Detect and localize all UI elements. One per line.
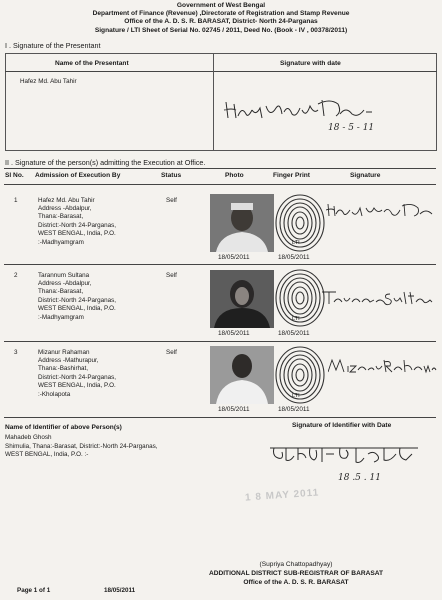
header-line-office: Office of the A. D. S. R. BARASAT, District- North 24-Parganas <box>124 18 318 25</box>
section2-top-rule <box>4 168 436 169</box>
footer-date: 18/05/2011 <box>104 587 136 594</box>
section2-title: II . Signature of the person(s) admitting the Execution at Office. <box>5 158 206 167</box>
row1-signature <box>326 200 438 222</box>
presentant-signature-header: Signature with date <box>280 60 341 67</box>
row1-divider <box>4 264 436 265</box>
presentant-name: Hafez Md. Abu Tahir <box>20 78 77 85</box>
presentant-name-header: Name of the Presentant <box>55 60 129 67</box>
presentant-signature-date: 18 - 5 - 11 <box>328 123 375 132</box>
col-header-finger-print: Finger Print <box>273 172 310 179</box>
row3-sl: 3 <box>14 349 18 356</box>
row1-sl: 1 <box>14 197 18 204</box>
row1-fingerprint <box>274 193 326 253</box>
row2-sl: 2 <box>14 272 18 279</box>
row2-photo-date: 18/05/2011 <box>218 330 250 337</box>
col-header-admission: Admission of Execution By <box>35 172 121 179</box>
row3-divider <box>4 417 436 418</box>
col-header-status: Status <box>161 172 182 179</box>
identifier-signature <box>268 434 428 486</box>
header-line-government: Government of West Bengal <box>176 2 266 9</box>
row2-fingerprint <box>274 268 326 328</box>
section2-header-rule <box>4 184 436 185</box>
col-header-signature: Signature <box>350 172 381 179</box>
row3-photo-date: 18/05/2011 <box>218 406 250 413</box>
header-line-department: Department of Finance (Revenue) ,Directorate of Registration and Stamp Revenue <box>92 10 350 17</box>
row3-status: Self <box>166 349 177 356</box>
identifier-signature-label: Signature of Identifier with Date <box>292 422 392 429</box>
row2-lti: LTI <box>292 316 300 322</box>
row2-fp-date: 18/05/2011 <box>278 330 310 337</box>
row3-lti: LTI <box>292 393 300 399</box>
identifier-address: Shimulia, Thana:-Barasat, District:-North 24-Parganas, WEST BENGAL, India, P.O. :- <box>5 443 158 459</box>
row2-divider <box>4 341 436 342</box>
col-header-photo: Photo <box>225 172 244 179</box>
section1-title: I . Signature of the Presentant <box>5 41 101 50</box>
identifier-signature-date: 18 .5 . 11 <box>338 473 381 483</box>
identifier-name-label: Name of Identifier of above Person(s) <box>5 424 122 431</box>
col-header-sl: Sl No. <box>5 172 24 179</box>
presentant-signature <box>222 96 392 132</box>
row3-address: Address -Mathurapur, Thana:-Bashirhat, District:-North 24-Parganas, WEST BENGAL, India, P.O. :-Kholapota <box>38 357 117 398</box>
row2-name: Tarannum Sultana <box>38 272 90 279</box>
row2-photo <box>210 270 274 328</box>
presentant-table-column-divider <box>213 53 214 151</box>
row2-address: Address -Abdalpur, Thana:-Barasat, District:-North 24-Parganas, WEST BENGAL, India, P.O. :-Madhyamgram <box>38 280 117 321</box>
row3-signature <box>328 356 438 378</box>
identifier-name: Mahadeb Ghosh <box>5 434 52 441</box>
row1-address: Address -Abdalpur, Thana:-Barasat, District:-North 24-Parganas, WEST BENGAL, India, P.O. :-Madhyamgram <box>38 205 117 246</box>
row3-fingerprint <box>274 345 326 405</box>
row3-photo <box>210 346 274 404</box>
row1-lti: LTI <box>292 240 300 246</box>
officer-title: ADDITIONAL DISTRICT SUB-REGISTRAR OF BARASAT <box>208 570 384 577</box>
page-number: Page 1 of 1 <box>17 587 51 594</box>
row1-status: Self <box>166 197 177 204</box>
header-line-serial: Signature / LTI Sheet of Serial No. 02745 / 2011, Deed No. (Book - IV , 00378/2011) <box>94 27 348 34</box>
row1-photo <box>210 194 274 252</box>
row3-name: Mizanur Rahaman <box>38 349 90 356</box>
row2-status: Self <box>166 272 177 279</box>
officer-name: (Supriya Chattopadhyay) <box>259 561 333 568</box>
row1-fp-date: 18/05/2011 <box>278 254 310 261</box>
office-stamp-watermark: 1 8 MAY 2011 <box>244 487 320 504</box>
row2-signature <box>322 288 438 310</box>
row3-fp-date: 18/05/2011 <box>278 406 310 413</box>
presentant-table-header-divider <box>5 71 437 72</box>
office-name: Office of the A. D. S. R. BARASAT <box>243 579 349 586</box>
row1-photo-date: 18/05/2011 <box>218 254 250 261</box>
row1-name: Hafez Md. Abu Tahir <box>38 197 95 204</box>
